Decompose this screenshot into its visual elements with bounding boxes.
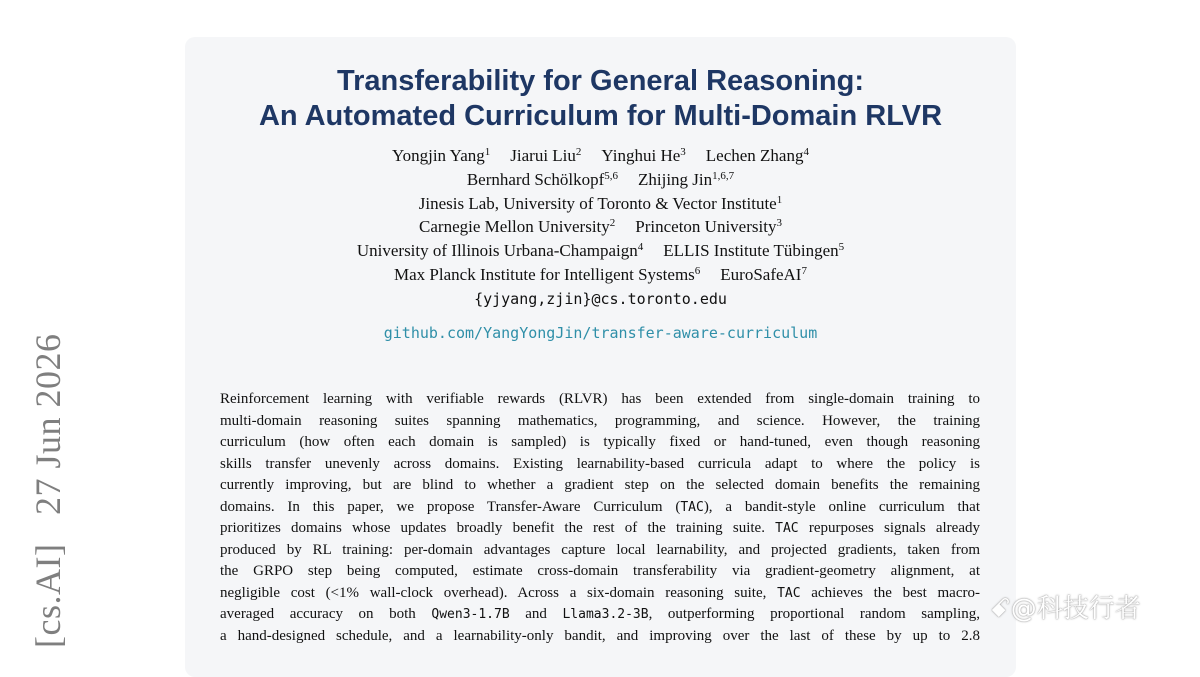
abstract-line: multi-domain reasoning suites spanning mathematics, programming, and science. However, the training bbox=[220, 412, 980, 429]
affiliation: Jinesis Lab, University of Toronto & Vector Institute bbox=[418, 194, 777, 213]
arxiv-category: [cs.AI] bbox=[28, 543, 68, 648]
abstract-line: curriculum (how often each domain is sampled) is typically fixed or hand-tuned, even though reasoning bbox=[220, 434, 980, 450]
paper-title-line-1: Transferability for General Reasoning: bbox=[337, 65, 864, 97]
method-acronym: TAC bbox=[775, 521, 799, 536]
affiliation-line-2: Carnegie Mellon University$^2$ Princeton University$^3$ bbox=[419, 217, 782, 236]
abstract-line: negligible cost (<1% wall-clock overhead). Across a six-domain reasoning suite, TAC achieves the best macro- bbox=[220, 584, 980, 601]
affiliation: EuroSafeAI bbox=[720, 265, 802, 284]
paper-title-line-2: An Automated Curriculum for Multi-Domain RLVR bbox=[258, 100, 943, 132]
affiliation: Max Planck Institute for Intelligent Systems bbox=[394, 265, 695, 284]
author-name: Lechen Zhang bbox=[705, 146, 804, 165]
author-name: Jiarui Liu bbox=[510, 146, 576, 165]
affiliation-line-3: University of Illinois Urbana-Champaign$^4$ ELLIS Institute Tübingen$^5$ bbox=[356, 241, 845, 260]
abstract-line: produced by RL training: per-domain advantages capture local learnability, and projected gradients, taken from bbox=[220, 541, 980, 558]
author-name: Zhijing Jin bbox=[637, 170, 713, 189]
method-acronym: TAC bbox=[680, 499, 704, 515]
affiliation: Carnegie Mellon University bbox=[419, 217, 610, 236]
abstract-line: the GRPO step being computed, estimate cross-domain transferability via gradient-geometry alignment, at bbox=[220, 563, 980, 579]
author-line-2: Bernhard Schölkopf$^{5,6}$ Zhijing Jin$^{1,6,7}$ bbox=[466, 170, 735, 189]
author-name: Yinghui He bbox=[601, 146, 681, 165]
repo-link[interactable]: github.com/YangYongJin/transfer-aware-curriculum bbox=[383, 324, 818, 342]
arxiv-date: 27 Jun 2026 bbox=[28, 333, 68, 516]
affiliation: University of Illinois Urbana-Champaign bbox=[356, 241, 638, 260]
affiliation: Princeton University bbox=[635, 217, 777, 236]
model-name: Qwen3-1.7B bbox=[431, 607, 510, 622]
abstract bbox=[220, 389, 980, 647]
affiliation: ELLIS Institute Tübingen bbox=[663, 241, 839, 260]
abstract-line: averaged accuracy on both Qwen3-1.7B and Llama3.2-3B, outperforming proportional random sampling, bbox=[220, 606, 980, 622]
affiliation-line-1: Jinesis Lab, University of Toronto & Vector Institute$^1$ bbox=[418, 194, 783, 213]
model-name: Llama3.2-3B bbox=[562, 607, 649, 622]
method-acronym: TAC bbox=[777, 585, 801, 601]
author-name: Yongjin Yang bbox=[392, 146, 485, 165]
weibo-logo-icon: ꗃ bbox=[990, 594, 1011, 624]
arxiv-identifier bbox=[29, 308, 67, 648]
author-name: Bernhard Schölkopf bbox=[466, 170, 605, 189]
watermark-text: @科技行者 bbox=[1010, 594, 1141, 624]
abstract-line: Reinforcement learning with verifiable rewards (RLVR) has been extended from single-domain training to bbox=[220, 391, 980, 407]
abstract-line: prioritizes domains whose updates broadly benefit the rest of the training suite. TAC repurposes signals already bbox=[220, 520, 980, 536]
affiliation-line-4: Max Planck Institute for Intelligent Systems$^6$ EuroSafeAI$^7$ bbox=[394, 265, 807, 284]
watermark bbox=[990, 588, 1141, 625]
abstract-line: a hand-designed schedule, and a learnability-only bandit, and improving over the last of these by up to 2.8 bbox=[220, 627, 980, 644]
contact-email: {yjyang,zjin}@cs.toronto.edu bbox=[474, 290, 727, 308]
abstract-line: domains. In this paper, we propose Transfer-Aware Curriculum (TAC), a bandit-style online curriculum that bbox=[220, 498, 981, 515]
abstract-line: currently improving, but are blind to whether a gradient step on the selected domain benefits the remaining bbox=[220, 477, 980, 493]
abstract-line: skills transfer unevenly across domains. Existing learnability-based curricula adapt to where the policy is bbox=[220, 455, 980, 472]
author-line-1: Yongjin Yang$^1$ Jiarui Liu$^2$ Yinghui He$^3$ Lechen Zhang$^4$ bbox=[392, 146, 809, 165]
